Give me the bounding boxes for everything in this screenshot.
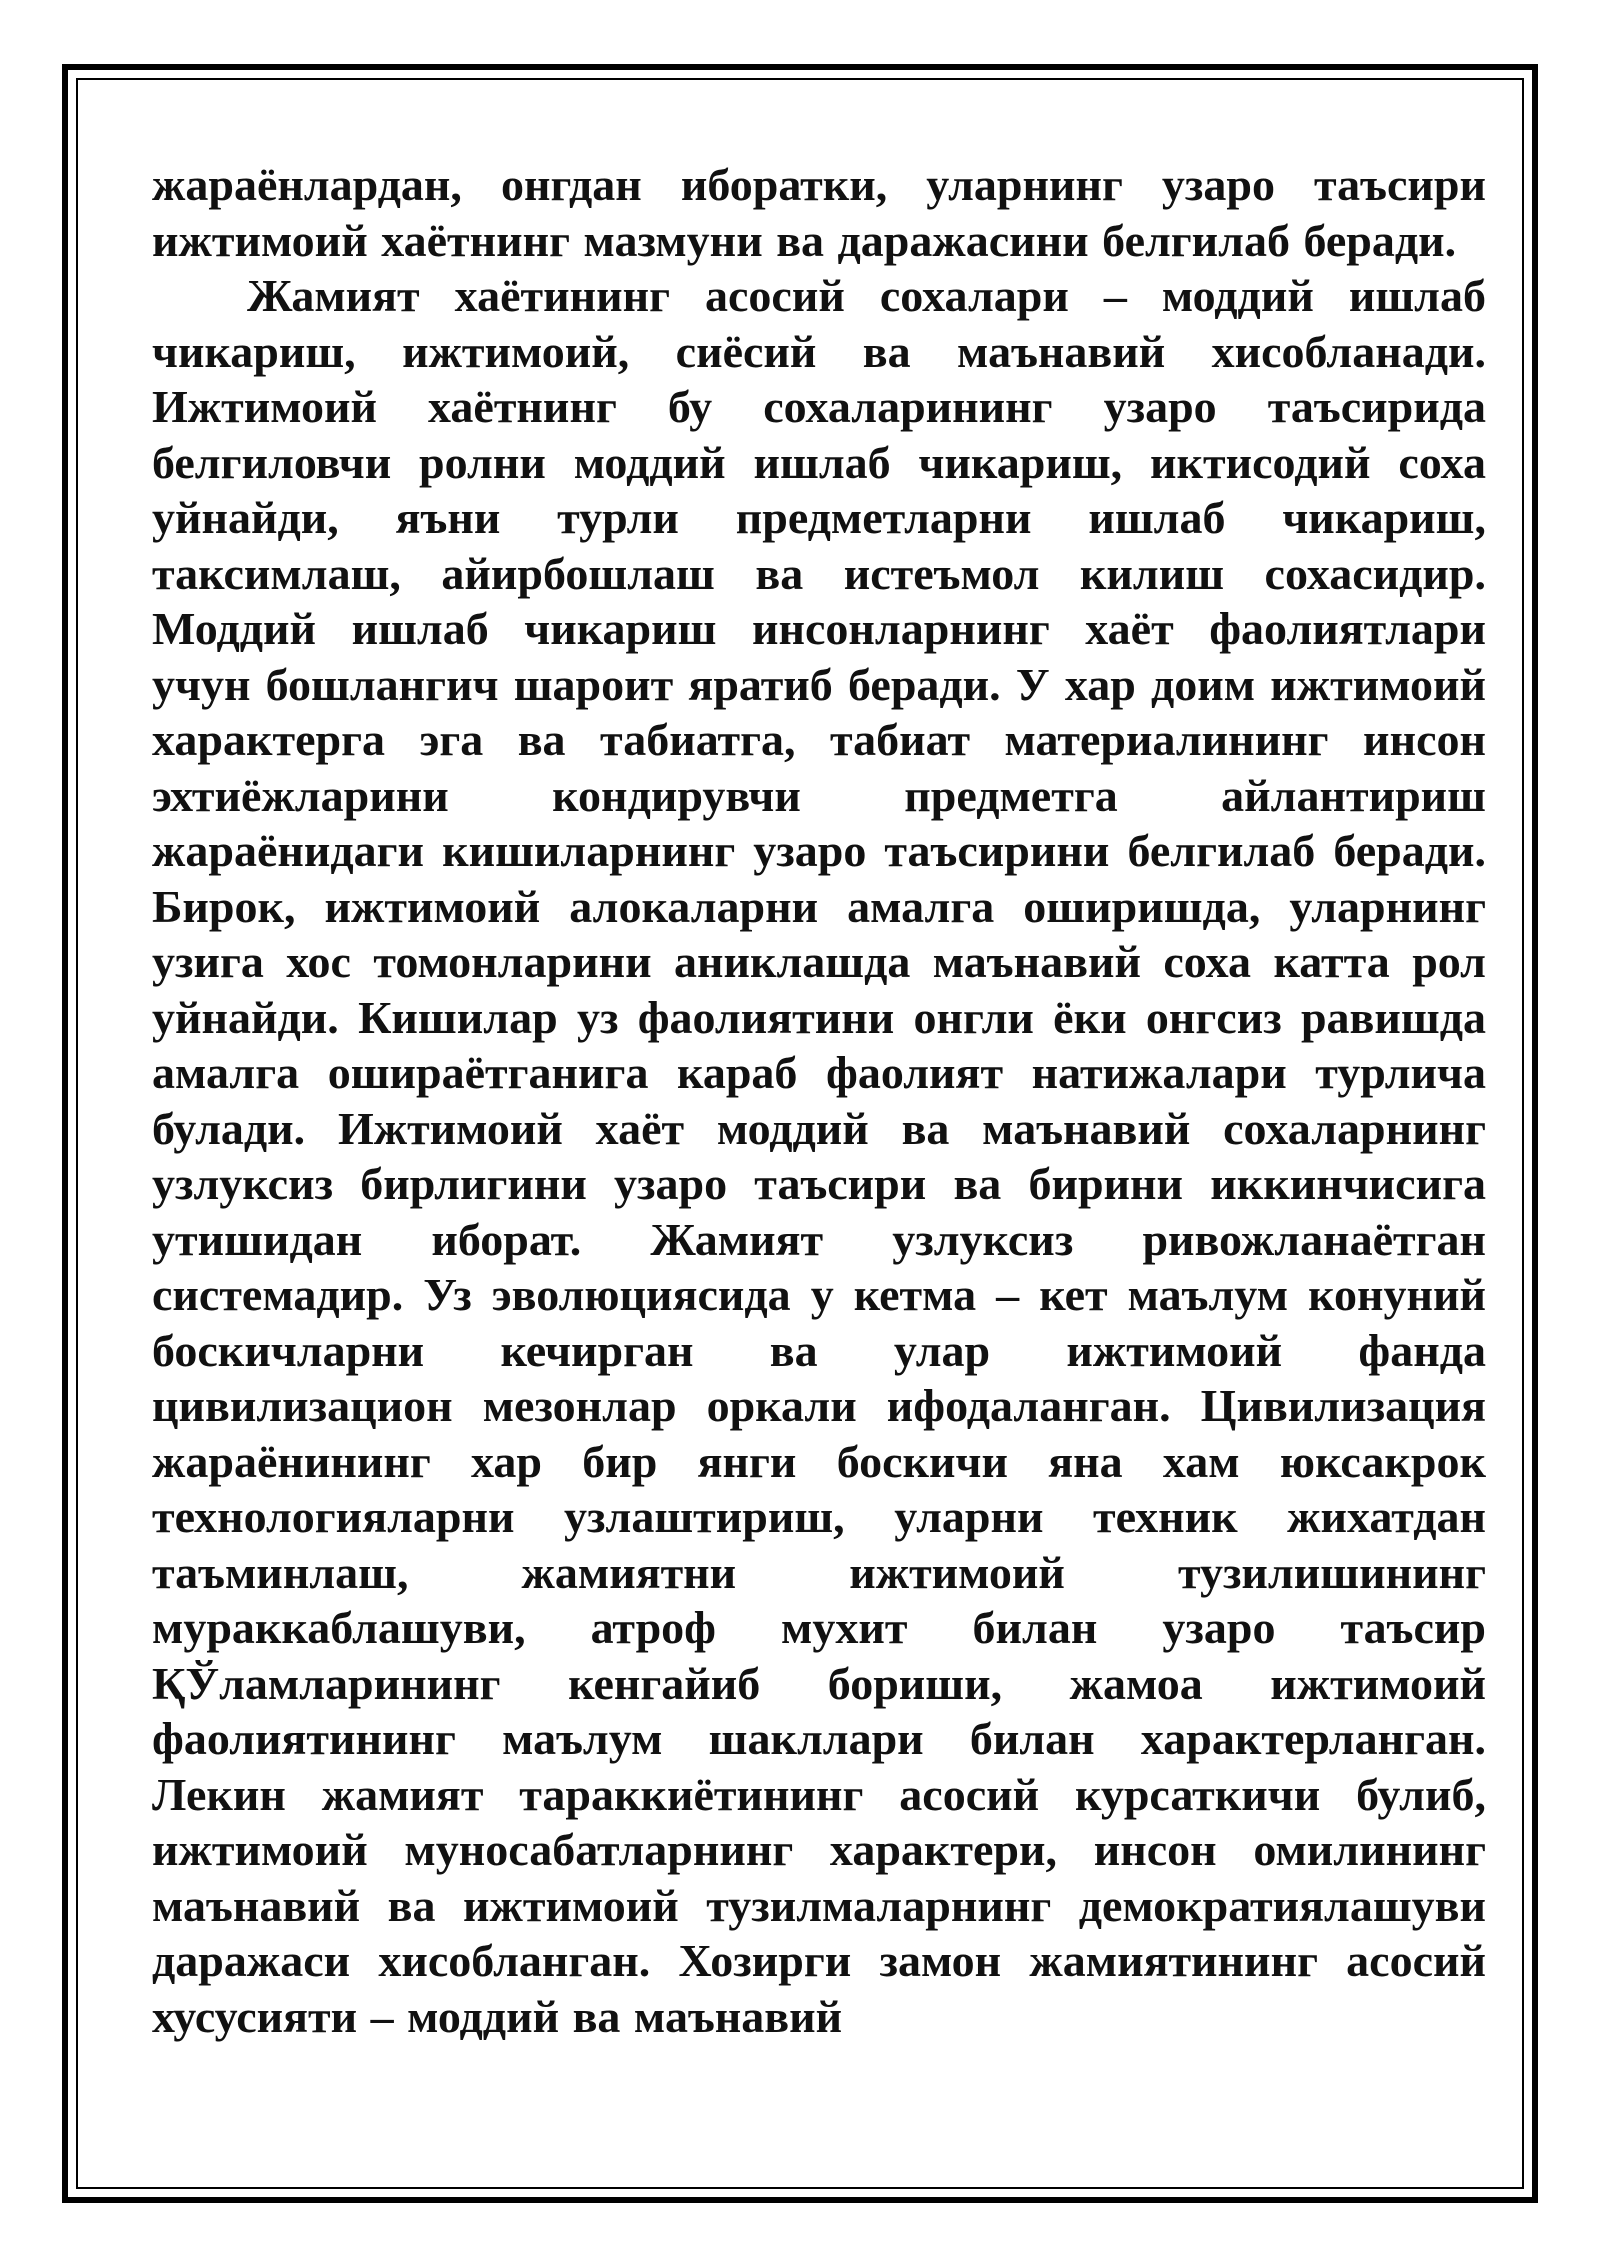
document-body [152, 157, 1486, 2044]
paragraph-1: жараёнлардан, онгдан иборатки, уларнинг узаро таъсири ижтимоий хаётнинг мазмуни ва даражасини белгилаб беради. [152, 159, 1486, 266]
paragraph-2: Жамият хаётининг асосий сохалари – моддий ишлаб чикариш, ижтимоий, сиёсий ва маънавий хисобланади. Ижтимоий хаётнинг бу сохаларининг узаро таъсирида белгиловчи ролни моддий ишлаб чикариш, иктисодий соха уйнайди, яъни турли предметларни ишлаб чикариш, таксимлаш, айирбошлаш ва истеъмол килиш сохасидир. Моддий ишлаб чикариш инсонларнинг хаёт фаолиятлари учун бошлангич шароит яратиб беради. У хар доим ижтимоий характерга эга ва табиатга, табиат материалининг инсон эхтиёжларини кондирувчи предметга айлантириш жараёнидаги кишиларнинг узаро таъсирини белгилаб беради. Бирок, ижтимоий алокаларни амалга оширишда, уларнинг узига хос томонларини аниклашда маънавий соха катта рол уйнайди. Кишилар уз фаолиятини онгли ёки онгсиз равишда амалга ошираётганига караб фаолият натижалари турлича булади. Ижтимоий хаёт моддий ва маънавий сохаларнинг узлуксиз бирлигини узаро таъсири ва бирини иккинчисига утишидан иборат. Жамият узлуксиз ривожланаётган системадир. Уз эволюциясида у кетма – кет маълум конуний боскичларни кечирган ва улар ижтимоий фанда цивилизацион мезонлар оркали ифодаланган. Цивилизация жараёнининг хар бир янги боскичи яна хам юксакрок технологияларни узлаштириш, уларни техник жихатдан таъминлаш, жамиятни ижтимоий тузилишининг мураккаблашуви, атроф мухит билан узаро таъсир ҚЎламларининг кенгайиб бориши, жамоа ижтимоий фаолиятининг маълум шакллари билан характерланган. Лекин жамият тараккиётининг асосий курсаткичи булиб, ижтимоий муносабатларнинг характери, инсон омилининг маънавий ва ижтимоий тузилмаларнинг демократиялашуви даражаси хисобланган. Хозирги замон жамиятининг асосий хусусияти – моддий ва маънавий [152, 270, 1486, 2042]
